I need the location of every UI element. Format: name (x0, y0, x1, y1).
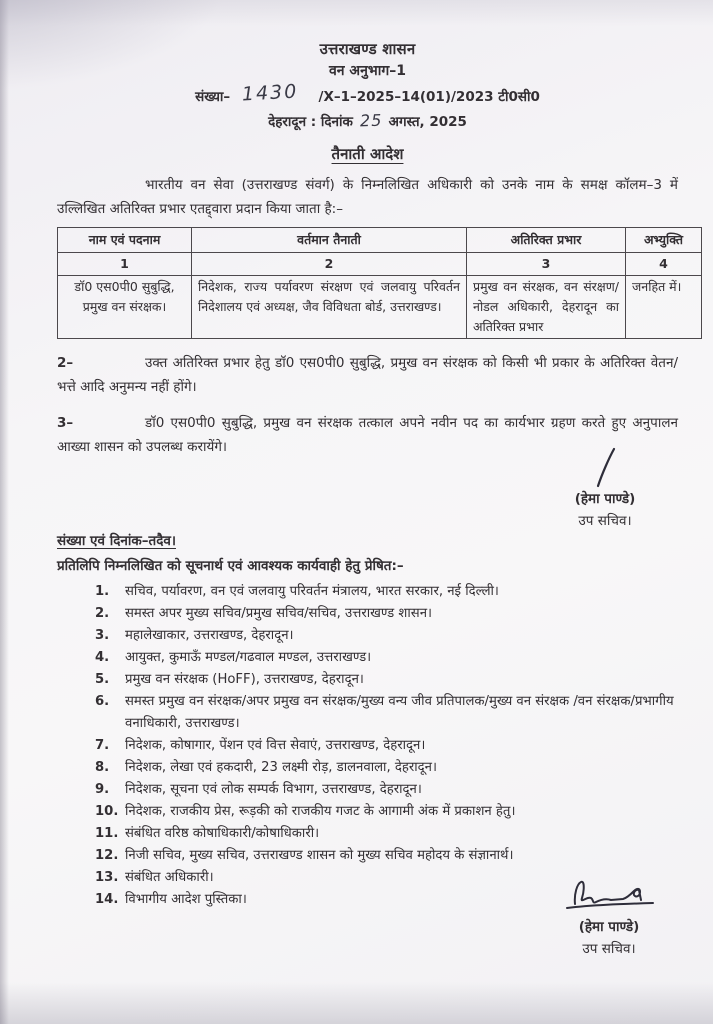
date-handwritten: 25 (359, 110, 383, 131)
list-item-number: 9. (95, 782, 110, 797)
signature-block-top (535, 446, 675, 532)
section-name: वन अनुभाग–1 (329, 63, 406, 79)
list-item-number: 14. (95, 892, 119, 907)
list-item-text: समस्त अपर मुख्य सचिव/प्रमुख सचिव/सचिव, उत्तराखण्ड शासन। (125, 606, 433, 621)
list-item-text: विभागीय आदेश पुस्तिका। (125, 892, 247, 907)
signatory-name: (हेमा पाण्डे) (574, 491, 636, 507)
column-number-2: 2 (192, 253, 467, 276)
list-item-text: निदेशक, राजकीय प्रेस, रूड़की को राजकीय गजट के आगामी अंक में प्रकाशन हेतु। (125, 804, 516, 819)
list-item-number: 5. (95, 672, 110, 687)
place-date-line (57, 110, 678, 133)
signature-flourish (561, 876, 657, 916)
cell-current-posting: निदेशक, राज्य पर्यावरण संरक्षण एवं जलवायु परिवर्तन निदेशालय एवं अध्यक्ष, जैव विविधता बोर्ड, उत्तराखण्ड। (192, 276, 467, 339)
cell-remarks: जनहित में। (626, 276, 702, 339)
column-number-4: 4 (626, 253, 702, 276)
list-item-text: समस्त प्रमुख वन संरक्षक/अपर प्रमुख वन संरक्षक/मुख्य वन्य जीव प्रतिपालक/मुख्य वन संरक्षक /वन संरक्षक/प्रभागीय वनाधिकारी, उत्तराखण्ड। (125, 694, 674, 731)
table-header-name: नाम एवं पदनाम (58, 228, 192, 253)
list-item-number: 11. (95, 826, 119, 841)
letter-number-label: संख्या– (195, 89, 231, 105)
paragraph-3-text: डॉ0 एस0पी0 सुबुद्धि, प्रमुख वन संरक्षक तत्काल अपने नवीन पद का कार्यभार ग्रहण करते हुए अनुपालन आख्या शासन को उपलब्ध करायेंगे। (57, 415, 678, 455)
list-item (95, 735, 678, 757)
list-item-number: 1. (95, 584, 110, 599)
place-date-suffix: अगस्त, 2025 (388, 114, 467, 130)
column-number-3: 3 (467, 253, 626, 276)
list-item (95, 581, 678, 603)
list-item-text: महालेखाकार, उत्तराखण्ड, देहरादून। (125, 628, 294, 643)
list-item-number: 7. (95, 738, 110, 753)
list-item-text: प्रमुख वन संरक्षक (HoFF), उत्तराखण्ड, देहरादून। (125, 672, 364, 687)
list-item-text: आयुक्त, कुमाऊँ मण्डल/गढवाल मण्डल, उत्तराखण्ड। (125, 650, 372, 665)
list-item-number: 12. (95, 848, 119, 863)
order-title: तैनाती आदेश (331, 145, 404, 163)
list-item-text: निदेशक, लेखा एवं हकदारी, 23 लक्ष्मी रोड़, डालनवाला, देहरादून। (125, 760, 437, 775)
intro-paragraph: भारतीय वन सेवा (उत्तराखण्ड संवर्ग) के निम्नलिखित अधिकारी को उनके नाम के समक्ष कॉलम–3 में उल्लिखित अतिरिक्त प्रभार एतद्द्वारा प्रदान किया जाता है:– (57, 177, 678, 217)
table-header-current-posting: वर्तमान तैनाती (192, 228, 467, 253)
table-header-remarks: अभ्युक्ति (626, 228, 702, 253)
department-name: उत्तराखण्ड शासन (319, 40, 416, 58)
column-number-1: 1 (58, 253, 192, 276)
cell-officer-name: डॉ0 एस0पी0 सुबुद्धि, प्रमुख वन संरक्षक। (58, 276, 192, 339)
list-item-number: 13. (95, 870, 119, 885)
list-item (95, 691, 678, 735)
table-header-additional-charge: अतिरिक्त प्रभार (467, 228, 626, 253)
list-item (95, 801, 678, 823)
copy-line: प्रतिलिपि निम्नलिखित को सूचनार्थ एवं आवश्यक कार्यवाही हेतु प्रेषित:– (57, 558, 404, 574)
list-item (95, 779, 678, 801)
list-item (95, 603, 678, 625)
list-item-text: निजी सचिव, मुख्य सचिव, उत्तराखण्ड शासन को मुख्य सचिव महोदय के संज्ञानार्थ। (125, 848, 514, 863)
paragraph-2-text: उक्त अतिरिक्त प्रभार हेतु डॉ0 एस0पी0 सुबुद्धि, प्रमुख वन संरक्षक को किसी भी प्रकार के अतिरिक्त वेतन/भत्ते आदि अनुमन्य नहीं होंगे। (57, 355, 678, 395)
list-item-text: सचिव, पर्यावरण, वन एवं जलवायु परिवर्तन मंत्रालय, भारत सरकार, नई दिल्ली। (125, 584, 499, 599)
list-item (95, 669, 678, 691)
paragraph-3-number: 3– (57, 415, 74, 431)
table-row (58, 276, 702, 339)
letter-number-text: /X–1–2025–14(01)/2023 टी0सी0 (318, 89, 540, 105)
list-item (95, 823, 678, 845)
list-item-text: संबंधित अधिकारी। (125, 870, 214, 885)
paragraph-2-number: 2– (57, 355, 74, 371)
list-item-number: 4. (95, 650, 110, 665)
posting-table (57, 227, 702, 339)
list-item-number: 8. (95, 760, 110, 775)
list-item (95, 845, 678, 867)
list-item (95, 757, 678, 779)
list-item (95, 647, 678, 669)
list-item (95, 625, 678, 647)
list-item-text: निदेशक, सूचना एवं लोक सम्पर्क विभाग, उत्तराखण्ड, देहरादून। (125, 782, 422, 797)
list-item-number: 2. (95, 606, 110, 621)
list-item-number: 6. (95, 694, 110, 709)
cell-additional-charge: प्रमुख वन संरक्षक, वन संरक्षण/नोडल अधिकारी, देहरादून का अतिरिक्त प्रभार (467, 276, 626, 339)
table-column-number-row (58, 253, 702, 276)
paragraph-2 (57, 351, 678, 399)
letter-number-handwritten: 1430 (241, 80, 299, 106)
list-item-text: निदेशक, कोषागार, पेंशन एवं वित्त सेवाएं, उत्तराखण्ड, देहरादून। (125, 738, 426, 753)
signatory-name: (हेमा पाण्डे) (578, 919, 640, 935)
distribution-list (57, 581, 678, 911)
signatory-designation: उप सचिव। (578, 513, 632, 529)
list-item-number: 10. (95, 804, 119, 819)
table-header-row (58, 228, 702, 253)
letter-number-line (57, 82, 678, 110)
reference-line: संख्या एवं दिनांक–तदैव। (57, 533, 176, 549)
signature-mark (587, 446, 623, 488)
place-date-prefix: देहरादून : दिनांक (268, 114, 353, 130)
signature-block-bottom (539, 876, 679, 960)
signatory-designation: उप सचिव। (582, 941, 636, 957)
list-item-number: 3. (95, 628, 110, 643)
list-item-text: संबंधित वरिष्ठ कोषाधिकारी/कोषाधिकारी। (125, 826, 320, 841)
